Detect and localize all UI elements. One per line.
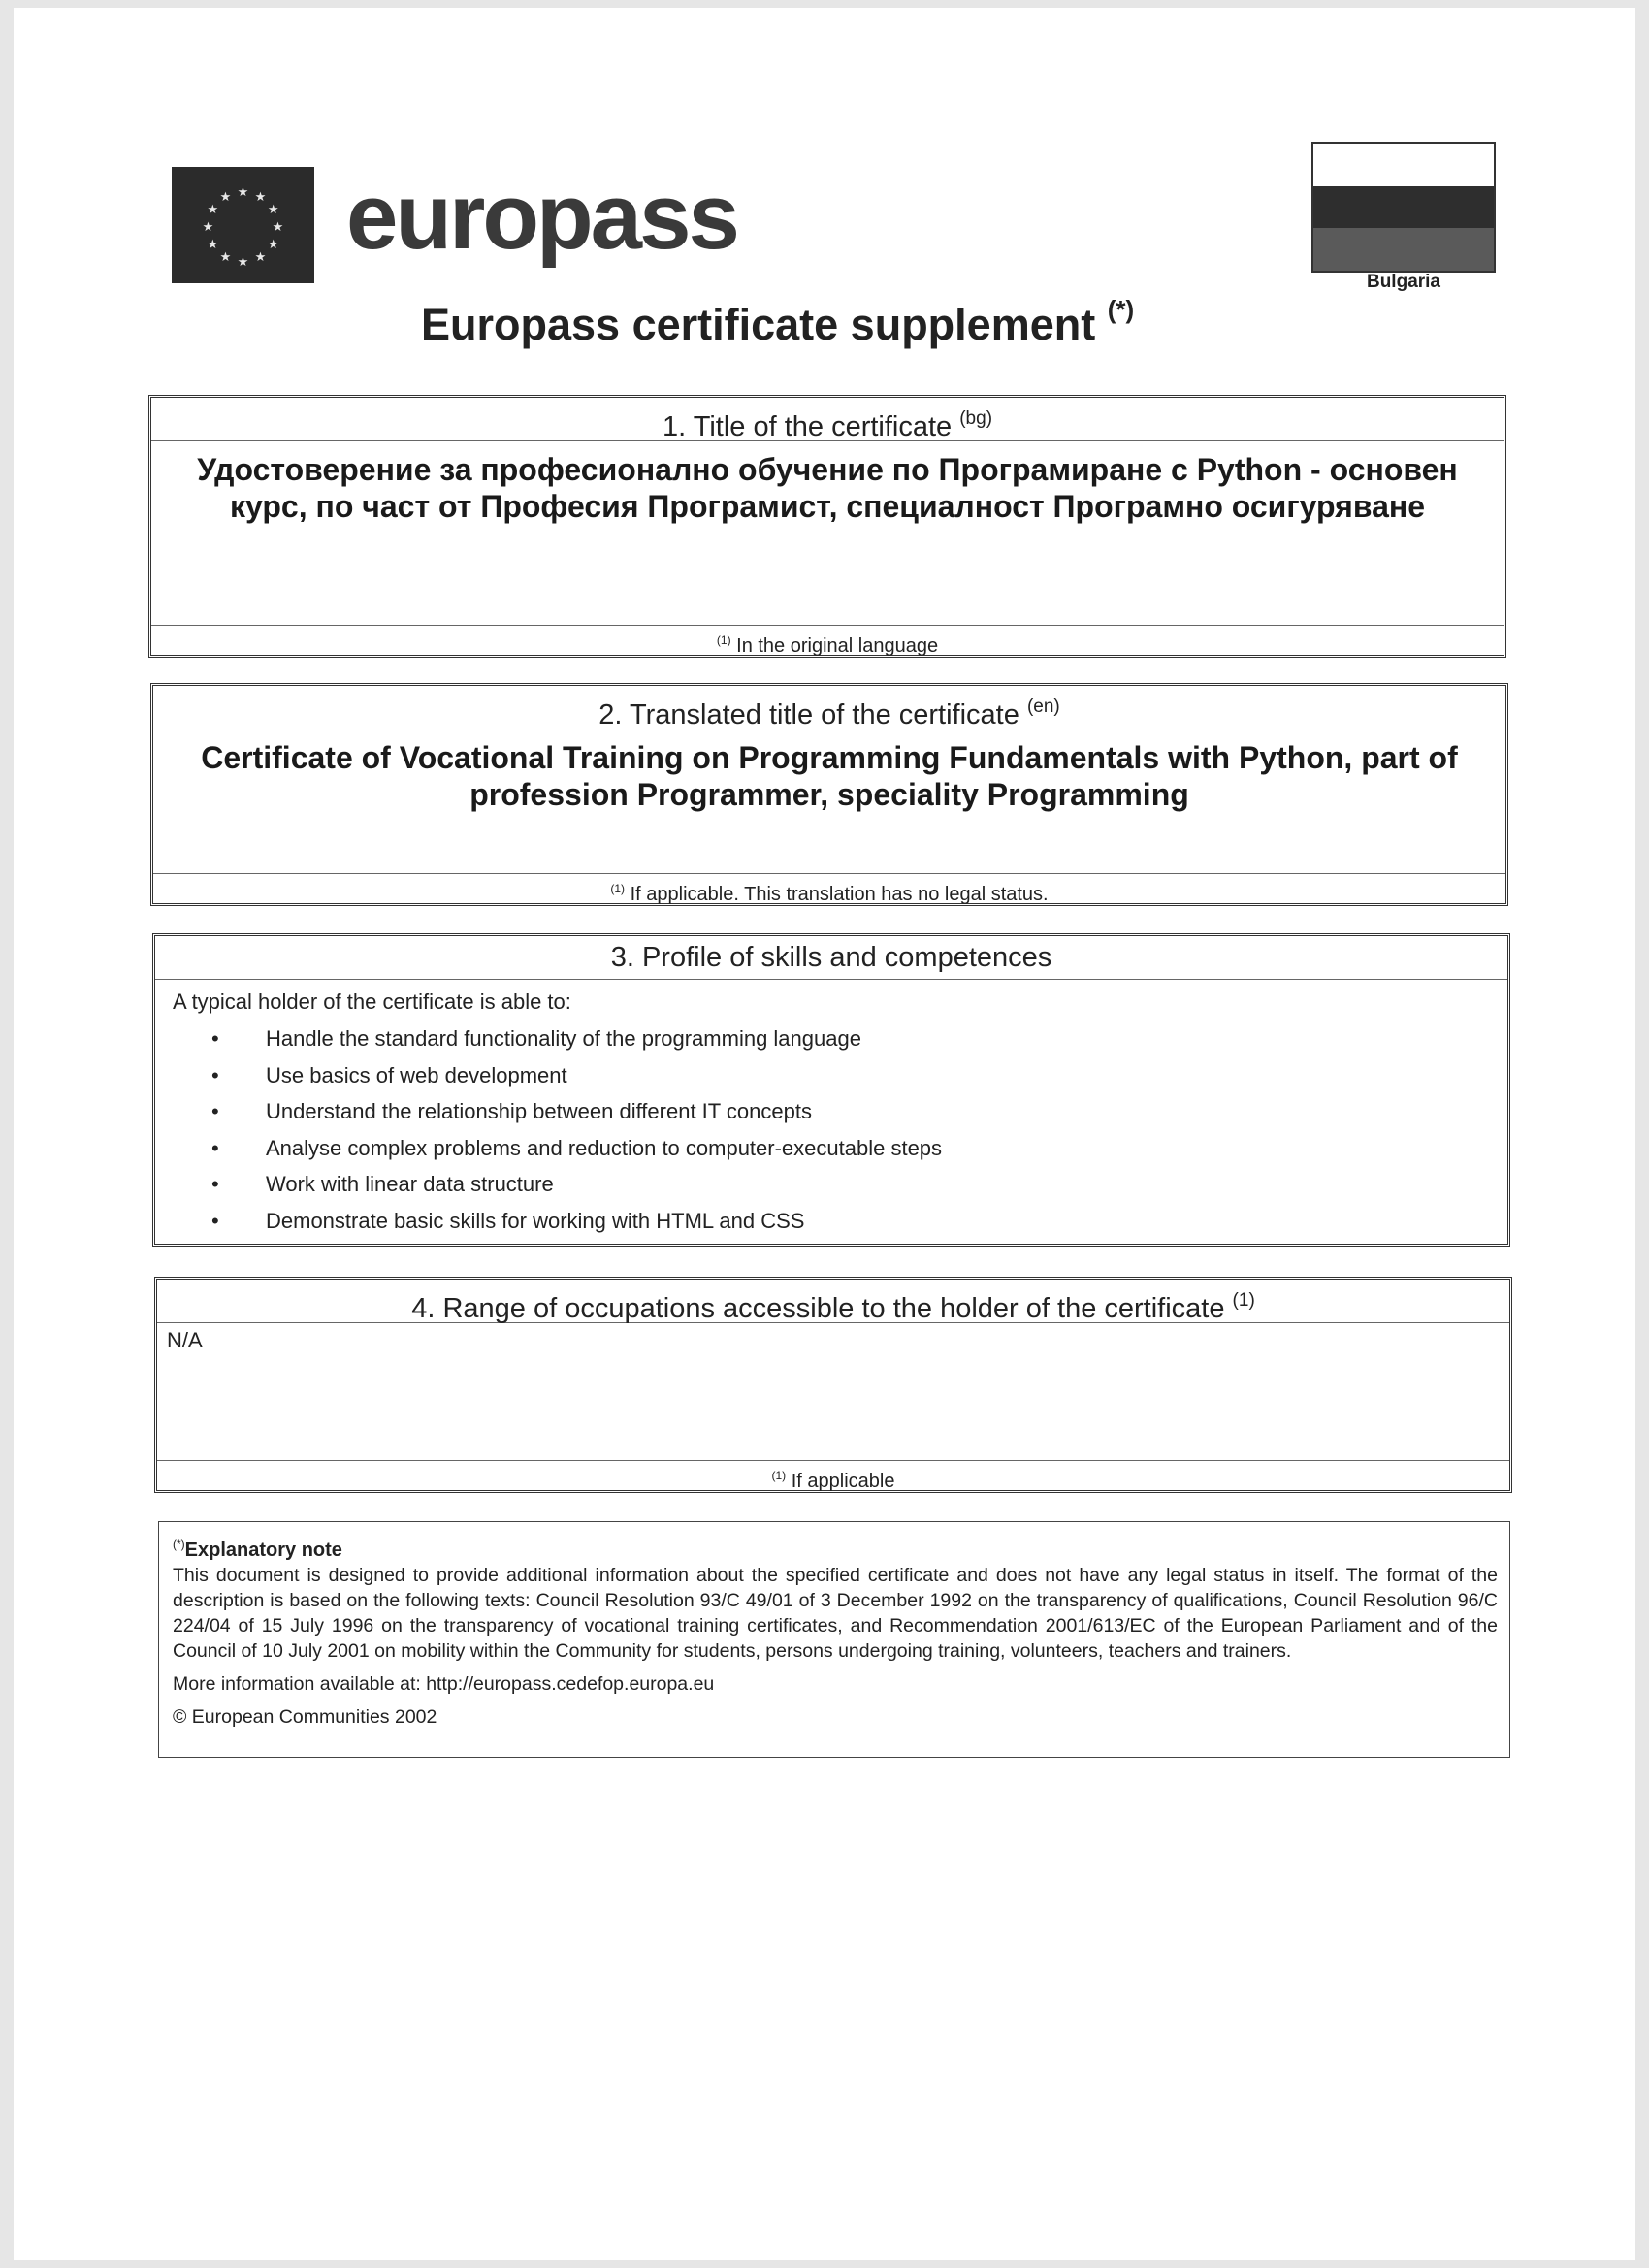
footnote-text: If applicable: [791, 1471, 895, 1492]
section-body: [153, 729, 1505, 813]
section-heading: [157, 1280, 1509, 1323]
profile-intro: A typical holder of the certificate is able to:: [173, 989, 571, 1014]
section-footnote: [151, 625, 1504, 655]
section-footnote: [157, 1460, 1509, 1490]
document-page: [14, 8, 1635, 2260]
section-footnote: [153, 873, 1505, 903]
footnote-ref: (1): [1232, 1290, 1255, 1311]
certificate-title-original: Удостоверение за професионално обучение по Програмиране с Python - основен курс, по част от Професия Програмист, специалност Програмно осигуряване: [197, 452, 1458, 524]
flag-band-bottom: [1313, 228, 1494, 271]
skills-list: [155, 1021, 1507, 1239]
section-heading: 3. Profile of skills and competences: [155, 936, 1507, 980]
footnote-text: If applicable. This translation has no legal status.: [630, 884, 1049, 905]
note-heading: [173, 1532, 1498, 1563]
eu-star-icon: ★: [267, 237, 279, 251]
language-mark: (en): [1026, 697, 1060, 717]
list-item: • Use basics of web development: [211, 1057, 1507, 1094]
footnote-text: In the original language: [736, 635, 939, 657]
occupations-value: N/A: [167, 1328, 203, 1352]
section-body: [151, 441, 1504, 525]
europass-logo-text: europass: [346, 165, 737, 269]
country-flag-icon: [1311, 142, 1496, 273]
list-item: • Analyse complex problems and reduction to computer-executable steps: [211, 1130, 1507, 1167]
eu-star-icon: ★: [207, 237, 219, 251]
section-profile-of-skills: [152, 933, 1510, 1247]
note-mark: (*): [173, 1538, 185, 1551]
section-translated-title: [150, 683, 1508, 906]
eu-star-icon: ★: [207, 202, 219, 216]
eu-star-icon: ★: [202, 219, 214, 234]
eu-star-icon: ★: [267, 202, 279, 216]
eu-star-icon: ★: [272, 219, 284, 234]
flag-band-top: [1313, 144, 1494, 186]
section-heading-text: 2. Translated title of the certificate: [598, 699, 1019, 730]
section-title-of-certificate: [148, 395, 1506, 658]
more-info-line: More information available at: http://europass.cedefop.europa.eu: [173, 1673, 715, 1695]
section-body: [155, 980, 1507, 1239]
section-heading: [153, 686, 1505, 729]
footnote-mark: (1): [771, 1469, 787, 1482]
copyright-line: © European Communities 2002: [173, 1706, 437, 1728]
flag-band-middle: [1313, 186, 1494, 229]
page-title: [421, 295, 1134, 351]
section-heading-text: 4. Range of occupations accessible to the holder of the certificate: [411, 1293, 1225, 1324]
page-title-mark: (*): [1107, 295, 1135, 324]
explanatory-note: [158, 1521, 1510, 1758]
eu-star-icon: ★: [237, 254, 249, 269]
list-item: • Understand the relationship between different IT concepts: [211, 1093, 1507, 1130]
list-item: • Handle the standard functionality of the programming language: [211, 1021, 1507, 1057]
section-heading-text: 1. Title of the certificate: [662, 411, 953, 442]
list-item: • Work with linear data structure: [211, 1166, 1507, 1203]
eu-flag-icon: [172, 167, 314, 283]
certificate-title-translated: Certificate of Vocational Training on Programming Fundamentals with Python, part of profession Programmer, speciality Programming: [201, 740, 1458, 812]
footnote-mark: (1): [716, 633, 731, 647]
list-item: • Demonstrate basic skills for working with HTML and CSS: [211, 1203, 1507, 1240]
section-range-of-occupations: [154, 1277, 1512, 1493]
eu-star-icon: ★: [254, 188, 267, 204]
language-mark: (bg): [959, 408, 993, 429]
country-label: Bulgaria: [1366, 272, 1441, 292]
note-body: This document is designed to provide additional information about the specified certificate and does not have any legal status in itself. The format of the description is based on the following texts: Council Resolution 93/C 49/01 of 3 December 1992 on the transparency of qualifications, Council Resolution 96/C 224/04 of 15 July 1996 on the transparency of vocational training certificates, and Recommendation 2001/613/EC of the European Parliament and of the Council of 10 July 2001 on mobility within the Community for students, persons undergoing training, volunteers, teachers and trainers.: [173, 1565, 1498, 1662]
section-heading: [151, 398, 1504, 441]
footnote-mark: (1): [610, 882, 626, 895]
eu-star-icon: ★: [237, 184, 249, 199]
eu-star-icon: ★: [254, 249, 267, 265]
page-title-text: Europass certificate supplement: [421, 300, 1096, 349]
eu-star-icon: ★: [219, 249, 232, 265]
eu-star-icon: ★: [219, 188, 232, 204]
note-heading-text: Explanatory note: [184, 1539, 342, 1561]
